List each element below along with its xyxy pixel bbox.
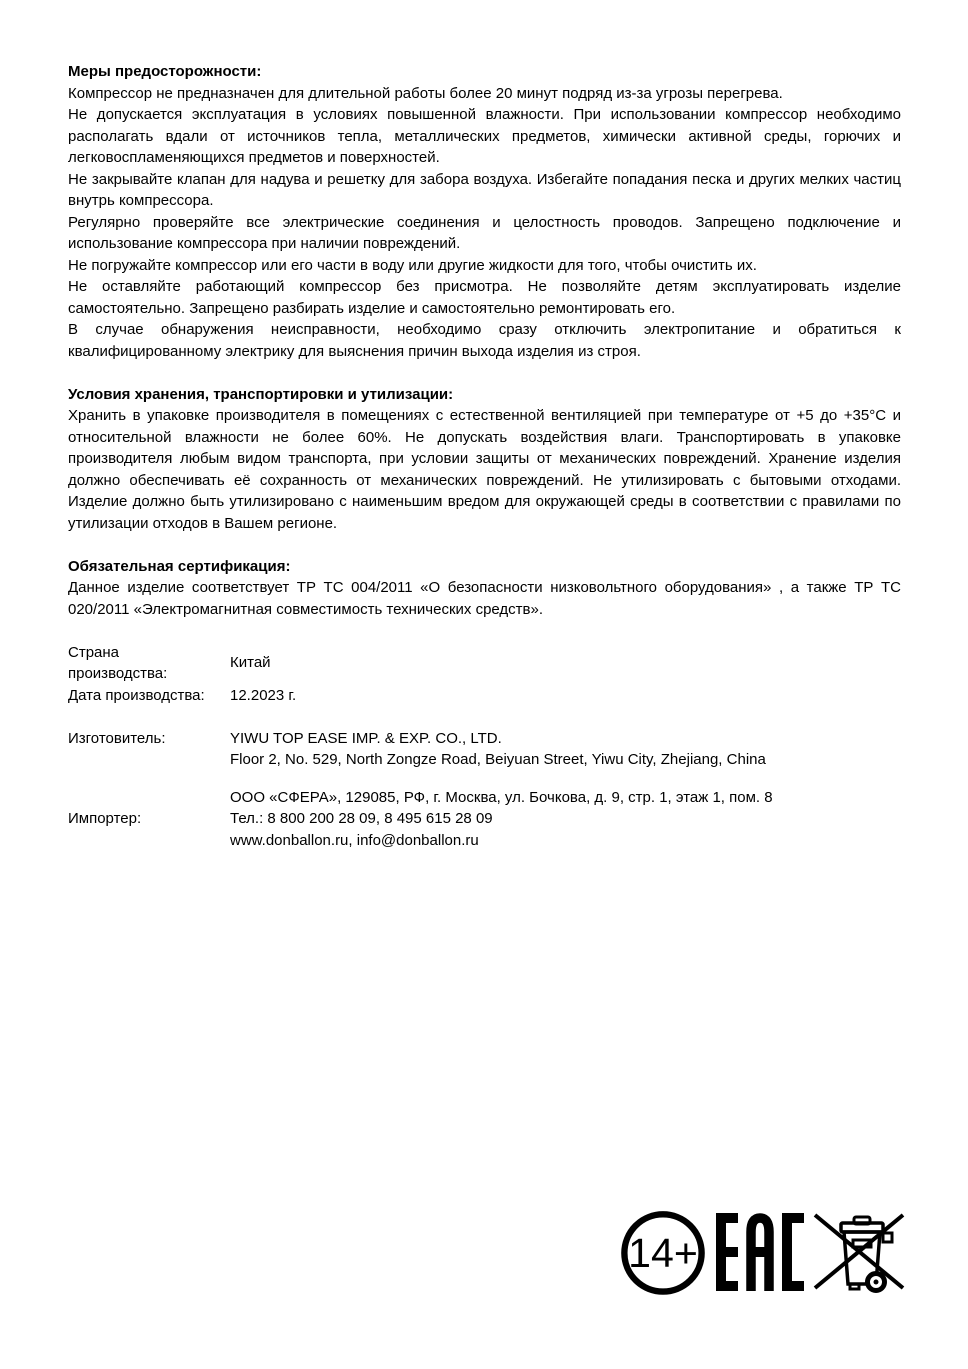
row-label: Дата производства: [68,686,205,704]
value-line: Китай [230,654,271,672]
row-value [230,787,901,852]
paragraph: Компрессор не предназначен для длительной работы более 20 минут подряд из-за угрозы перегрева. [68,84,783,102]
eac-mark-icon [716,1213,804,1291]
value-line: Floor 2, No. 529, North Zongze Road, Beiyuan Street, Yiwu City, Zhejiang, China [230,751,766,768]
certification-heading: Обязательная сертификация: [68,557,291,575]
paragraph: Хранить в упаковке производителя в помещениях с естественной вентиляцией при температуре от +5 до +35°С и относительной влажности не более 60%. Не допускать воздействия влаги. Транспортировать в упаковке производителя любым видом транспорта, при условии защиты от механических повреждений. Хранение изделия должно обеспечивать её сохранность от механических повреждений. Не утилизировать с бытовыми отходами. Изделие должно быть утилизировано с наименьшим вредом для окружающей среды в соответствии с правилами по утилизации отходов в Вашем регионе. [68,407,901,532]
table-row-importer [68,787,901,852]
row-label: Изготовитель: [68,729,166,747]
section-storage-transport-disposal [68,384,901,535]
row-value [230,652,901,674]
paragraph: Не закрывайте клапан для надува и решетку для забора воздуха. Избегайте попадания песка и других мелких частиц внутрь компрессора. [68,170,901,209]
paragraph: Не погружайте компрессор или его части в воду или другие жидкости для того, чтобы очистить их. [68,256,757,274]
section-certification [68,556,901,621]
paragraph: Не оставляйте работающий компрессор без присмотра. Не позволяйте детям эксплуатировать изделие самостоятельно. Запрещено разбирать изделие и самостоятельно ремонтировать его. [68,278,901,317]
paragraph: Данное изделие соответствует ТР ТС 004/2011 «О безопасности низковольтного оборудования» , а также ТР ТС 020/2011 «Электромагнитная совместимость технических средств». [68,579,901,618]
product-details-table [68,642,901,852]
value-line: Тел.: 8 800 200 28 09, 8 495 615 28 09 [230,810,493,827]
table-row-country [68,642,901,685]
weee-crossed-bin-icon [813,1208,905,1296]
paragraph: Регулярно проверяйте все электрические соединения и целостность проводов. Запрещено подключение и использование компрессора при наличии повреждений. [68,213,901,252]
age-rating-14plus-icon [619,1207,707,1297]
table-row-production-date [68,685,901,707]
paragraph: Не допускается эксплуатация в условиях повышенной влажности. При использовании компрессор необходимо располагать вдали от источников тепла, металлических предметов, химически активной среды, горючих и легковоспламеняющихся предметов и поверхностей. [68,106,901,166]
value-line: YIWU TOP EASE IMP. & EXP. CO., LTD. [230,729,502,747]
row-value [230,685,901,707]
storage-heading: Условия хранения, транспортировки и утилизации: [68,385,454,403]
precautions-heading: Меры предосторожности: [68,63,262,80]
value-line: ООО «СФЕРА», 129085, РФ, г. Москва, ул. Бочкова, д. 9, стр. 1, этаж 1, пом. 8 [230,788,773,806]
section-precautions [68,61,901,362]
row-value [230,728,901,771]
paragraph: В случае обнаружения неисправности, необходимо сразу отключить электропитание и обратиться к квалифицированному электрику для выяснения причин выхода изделия из строя. [68,321,901,360]
row-label: Страна производства: [68,643,168,682]
age-rating-text: 14+ [628,1230,698,1277]
row-label: Импортер: [68,810,142,827]
table-row-manufacturer [68,728,901,771]
value-line: www.donballon.ru, info@donballon.ru [230,831,479,849]
document-content [68,61,901,851]
value-line: 12.2023 г. [230,686,297,704]
compliance-marks [619,1207,905,1297]
